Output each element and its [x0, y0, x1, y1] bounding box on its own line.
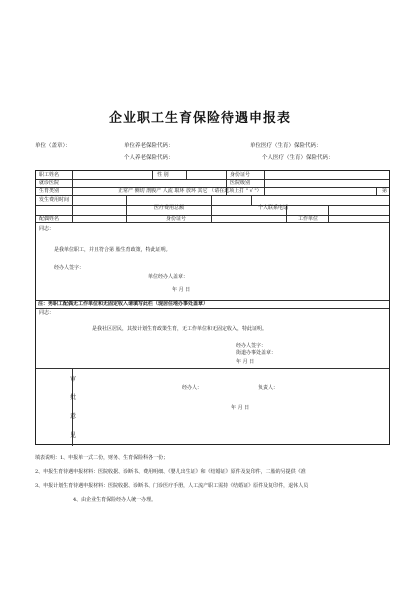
- review-char-2: 批: [70, 394, 77, 401]
- spouse-handler-signature-label: 经办人签字：: [236, 343, 267, 349]
- unit-agree-label: 同志：: [39, 226, 55, 232]
- birth-category-options[interactable]: 正常产 侧切 剖腹产 人流 取环 放环 其它 （请在选项上打 " √ "）: [118, 188, 262, 194]
- unit-seal-label: 单位经办人盖章：: [148, 274, 189, 280]
- person-in-charge-label: 负责人：: [258, 385, 279, 391]
- review-date: 年 月 日: [231, 405, 250, 411]
- work-unit-label: 工作单位: [298, 216, 319, 222]
- employee-name-label: 职工姓名: [39, 172, 60, 178]
- review-handler-label: 经办人：: [182, 385, 203, 391]
- personal-medical-code-label: 个人医疗（生育）保险代码：: [262, 155, 334, 161]
- personal-pension-code-label: 个人养老保险代码：: [124, 155, 174, 161]
- unit-medical-code-label: 单位医疗（生育）保险代码：: [250, 143, 322, 149]
- unit-handler-signature-label: 经办人签字：: [54, 265, 85, 271]
- application-form-table: [35, 170, 390, 445]
- medical-total-label: 医疗费用总额: [154, 205, 185, 211]
- instruction-line-1: 填表说明：1、申报单一式二份，财务、生育保险科各一份；: [35, 455, 169, 461]
- birth-category-label: 生育类别: [39, 188, 60, 194]
- spouse-id-label: 身份证号: [166, 216, 187, 222]
- spouse-name-label: 配偶姓名: [39, 216, 60, 222]
- review-char-3: 意: [70, 413, 77, 420]
- hospital-level-label: 医院级别: [230, 180, 251, 186]
- spouse-agree-label: 同志：: [39, 310, 55, 316]
- spouse-statement: 是我社区居民，其按计划生育政策生育，无工作单位和无固定收入，特此证明。: [92, 326, 268, 332]
- expense-time-label: 发生费用时间: [39, 197, 70, 203]
- instruction-line-2: 2、申报生育待遇申报材料：医院收据、诊断书、费用明细、《婴儿出生证》和《结婚证》原件及复印件，二胎的另提供《准: [35, 469, 306, 475]
- hospital-label: 就诊医院: [39, 180, 60, 186]
- spouse-section-note: 注：男职工配偶无工作单位和无固定收入请填写此栏（现居住地办事处盖章）: [38, 301, 209, 307]
- street-office-seal-label: 街道办事处盖章：: [236, 350, 277, 356]
- unit-statement: 是我单位职工，并且符合第 胎生育政策，特此证明。: [54, 247, 171, 253]
- unit-pension-code-label: 单位养老保险代码：: [124, 143, 174, 149]
- instruction-line-4: 4、由企业生育保险经办人统一办理。: [73, 497, 157, 503]
- form-title: 企业职工生育保险待遇申报表: [108, 111, 291, 126]
- spouse-date: 年 月 日: [236, 359, 255, 365]
- id-number-label: 身份证号: [230, 172, 251, 178]
- review-char-1: 审: [70, 376, 77, 383]
- instruction-line-3: 3、申报计划生育待遇申报材料：医院收据、诊断书、门诊医疗手册，人工流产职工需持《结婚证》原件及复印件，退休人员: [35, 483, 309, 489]
- review-char-4: 见: [70, 432, 77, 439]
- page-marker: 第: [382, 188, 388, 194]
- gender-label: 性 别: [157, 172, 169, 178]
- unit-date: 年 月 日: [172, 287, 191, 293]
- unit-stamp-label: 单位（盖章）：: [35, 143, 71, 149]
- contact-phone-label: 个人联系电话: [258, 205, 289, 211]
